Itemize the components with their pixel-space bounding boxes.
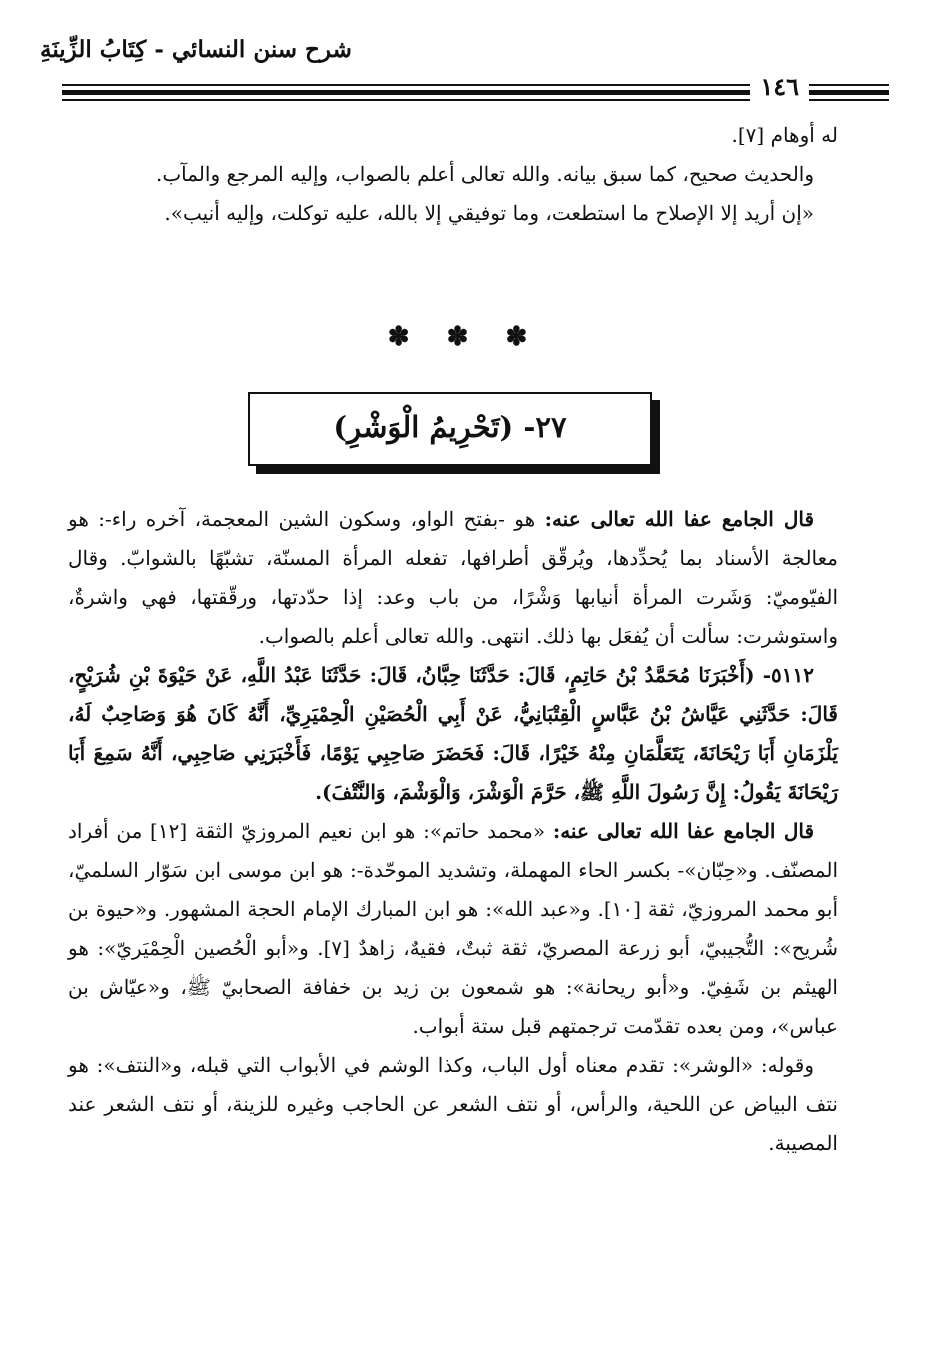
commentary-label: قال الجامع عفا الله تعالى عنه:: [544, 507, 815, 531]
quran-quote-paragraph: «إن أريد إلا الإصلاح ما استطعت، وما توفيقي إلا بالله، عليه توكلت، وإليه أنيب».: [164, 201, 814, 225]
main-section: [68, 500, 838, 1163]
chapter-title: ٢٧- (تَحْرِيمُ الْوَشْرِ): [333, 410, 567, 444]
narrators-text: «محمد حاتم»: هو ابن نعيم المروزيّ الثقة [١٢] من أفراد المصنّف. و«حِبّان»- بكسر الحاء المهملة، وتشديد الموحّدة-: هو ابن موسى ابن سَوّار السلميّ، أبو محمد المروزيّ، ثقة [١٠]. و«عبد الله»: هو ابن المبارك الإمام الحجة المشهور. و«حيوة بن شُريح»: التُّجيبيّ، أبو زرعة المصريّ، ثقة ثبتٌ، فقيهٌ، زاهدٌ [٧]. و«أبو الْحُصين الْحِمْيَريّ»: هو الهيثم بن شَفِيّ. و«أبو ريحانة»: هو شمعون بن زيد بن خفافة الصحابيّ ﷺ، و«عيّاش بن عباس»، ومن بعده تقدّمت ترجمتهم قبل ستة أبواب.: [68, 819, 838, 1038]
running-title: شرح سنن النسائي - كِتَابُ الزِّينَةِ: [40, 36, 352, 63]
intro-paragraph: والحديث صحيح، كما سبق بيانه. والله تعالى أعلم بالصواب، وإليه المرجع والمآب.: [155, 162, 814, 186]
intro-line: له أوهام [٧].: [731, 123, 838, 147]
page-number: ١٤٦: [750, 72, 809, 101]
chapter-heading-box: [248, 392, 652, 466]
commentary-paragraph: [68, 500, 838, 656]
narrators-paragraph: [68, 812, 838, 1046]
hadith-paragraph: ٥١١٢- (أَخْبَرَنَا مُحَمَّدُ بْنُ حَاتِمٍ، قَالَ: حَدَّثَنَا حِبَّانُ، قَالَ: حَدَّثَنَا عَبْدُ اللَّهِ، عَنْ حَيْوَةَ بْنِ شُرَيْحٍ، قَالَ: حَدَّثَنِي عَيَّاشُ بْنُ عَبَّاسٍ الْقِتْبَانِيُّ، عَنْ أَبِي الْحُصَيْنِ الْحِمْيَرِيِّ، أَنَّهُ كَانَ هُوَ وَصَاحِبٌ لَهُ، يَلْزَمَانِ أَبَا رَيْحَانَةَ، يَتَعَلَّمَانِ مِنْهُ خَيْرًا، قَالَ: فَحَضَرَ صَاحِبِي يَوْمًا، فَأَخْبَرَنِي صَاحِبِي، أَنَّهُ سَمِعَ أَبَا رَيْحَانَةَ يَقُولُ: إِنَّ رَسُولَ اللَّهِ ﷺ، حَرَّمَ الْوَشْرَ، وَالْوَشْمَ، وَالنَّتْفَ).: [68, 663, 838, 804]
commentary-text: هو -بفتح الواو، وسكون الشين المعجمة، آخره راء-: هو معالجة الأسناد بما يُحدِّدها، ويُرقّق أطرافها، تفعله المرأة المسنّة، تشبّهًا بالشوابّ. وقال الفيّوميّ: وَشَرت المرأة أنيابها وَشْرًا، من باب وعد: إذا حدّدتها، ورقّقتها، فهي واشرةٌ، واستوشرت: سألت أن يُفعَل بها ذلك. انتهى. والله تعالى أعلم بالصواب.: [68, 507, 838, 648]
section-separator: ✽ ✽ ✽: [387, 322, 542, 352]
intro-section: [68, 116, 838, 233]
commentary-label: قال الجامع عفا الله تعالى عنه:: [552, 819, 815, 843]
explanation-paragraph: وقوله: «الوشر»: تقدم معناه أول الباب، وكذا الوشم في الأبواب التي قبله، و«النتف»: هو نتف البياض عن اللحية، والرأس، أو نتف الشعر عن الحاجب وغيره للزينة، أو نتف الشعر عند المصيبة.: [68, 1053, 838, 1155]
